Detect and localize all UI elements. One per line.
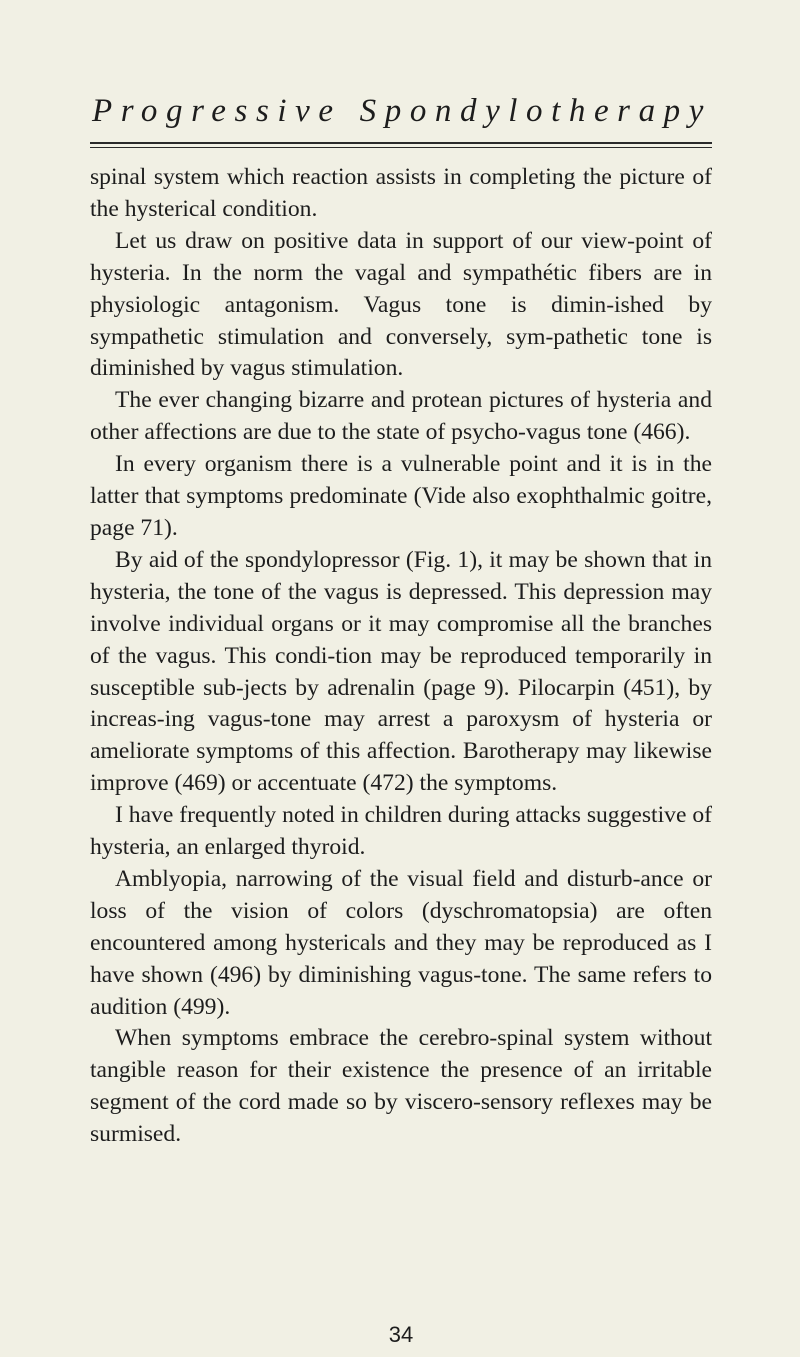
paragraph-1: spinal system which reaction assists in completing the picture of the hysterical condition.: [90, 164, 712, 222]
page-number: 34: [388, 1322, 414, 1347]
header-rule-thin: [90, 147, 712, 148]
paragraph-4: In every organism there is a vulnerable point and it is in the latter that symptoms predominate (Vide also exophthalmic goitre, page 71).: [90, 451, 712, 541]
book-page: [90, 90, 712, 1347]
paragraph-6: I have frequently noted in children during attacks suggestive of hysteria, an enlarged thyroid.: [90, 802, 712, 861]
running-head-right: Spondylotherapy: [359, 93, 712, 129]
paragraph-3: The ever changing bizarre and protean pictures of hysteria and other affections are due to the state of psycho-vagus tone (466).: [90, 387, 712, 446]
running-head: [92, 90, 712, 132]
body-text: [90, 162, 712, 1151]
header-rule: [90, 142, 712, 144]
paragraph-2: Let us draw on positive data in support of our view-point of hysteria. In the norm the vagal and sympathétic fibers are in physiologic antagonism. Vagus tone is dimin-ished by sympathetic stimulation and conversely, sym-pathetic tone is diminished by vagus stimulation.: [90, 227, 712, 382]
paragraph-7: Amblyopia, narrowing of the visual field and disturb-ance or loss of the vision of colors (dyschromatopsia) are often encountered among hystericals and they may be reproduced as I have shown (496) by diminishing vagus-tone. The same refers to audition (499).: [90, 865, 712, 1020]
running-head-left: Progressive: [92, 93, 342, 129]
paragraph-5: By aid of the spondylopressor (Fig. 1), it may be shown that in hysteria, the tone of the vagus is depressed. This depression may involve individual organs or it may compromise all the branches of the vagus. This condi-tion may be reproduced temporarily in susceptible sub-jects by adrenalin (page 9). Pilocarpin (451), by increas-ing vagus-tone may arrest a paroxysm of hysteria or ameliorate symptoms of this affection. Barotherapy may likewise improve (469) or accentuate (472) the symptoms.: [90, 546, 712, 797]
paragraph-8: When symptoms embrace the cerebro-spinal system without tangible reason for their existence the presence of an irritable segment of the cord made so by viscero-sensory reflexes may be surmised.: [90, 1025, 712, 1148]
